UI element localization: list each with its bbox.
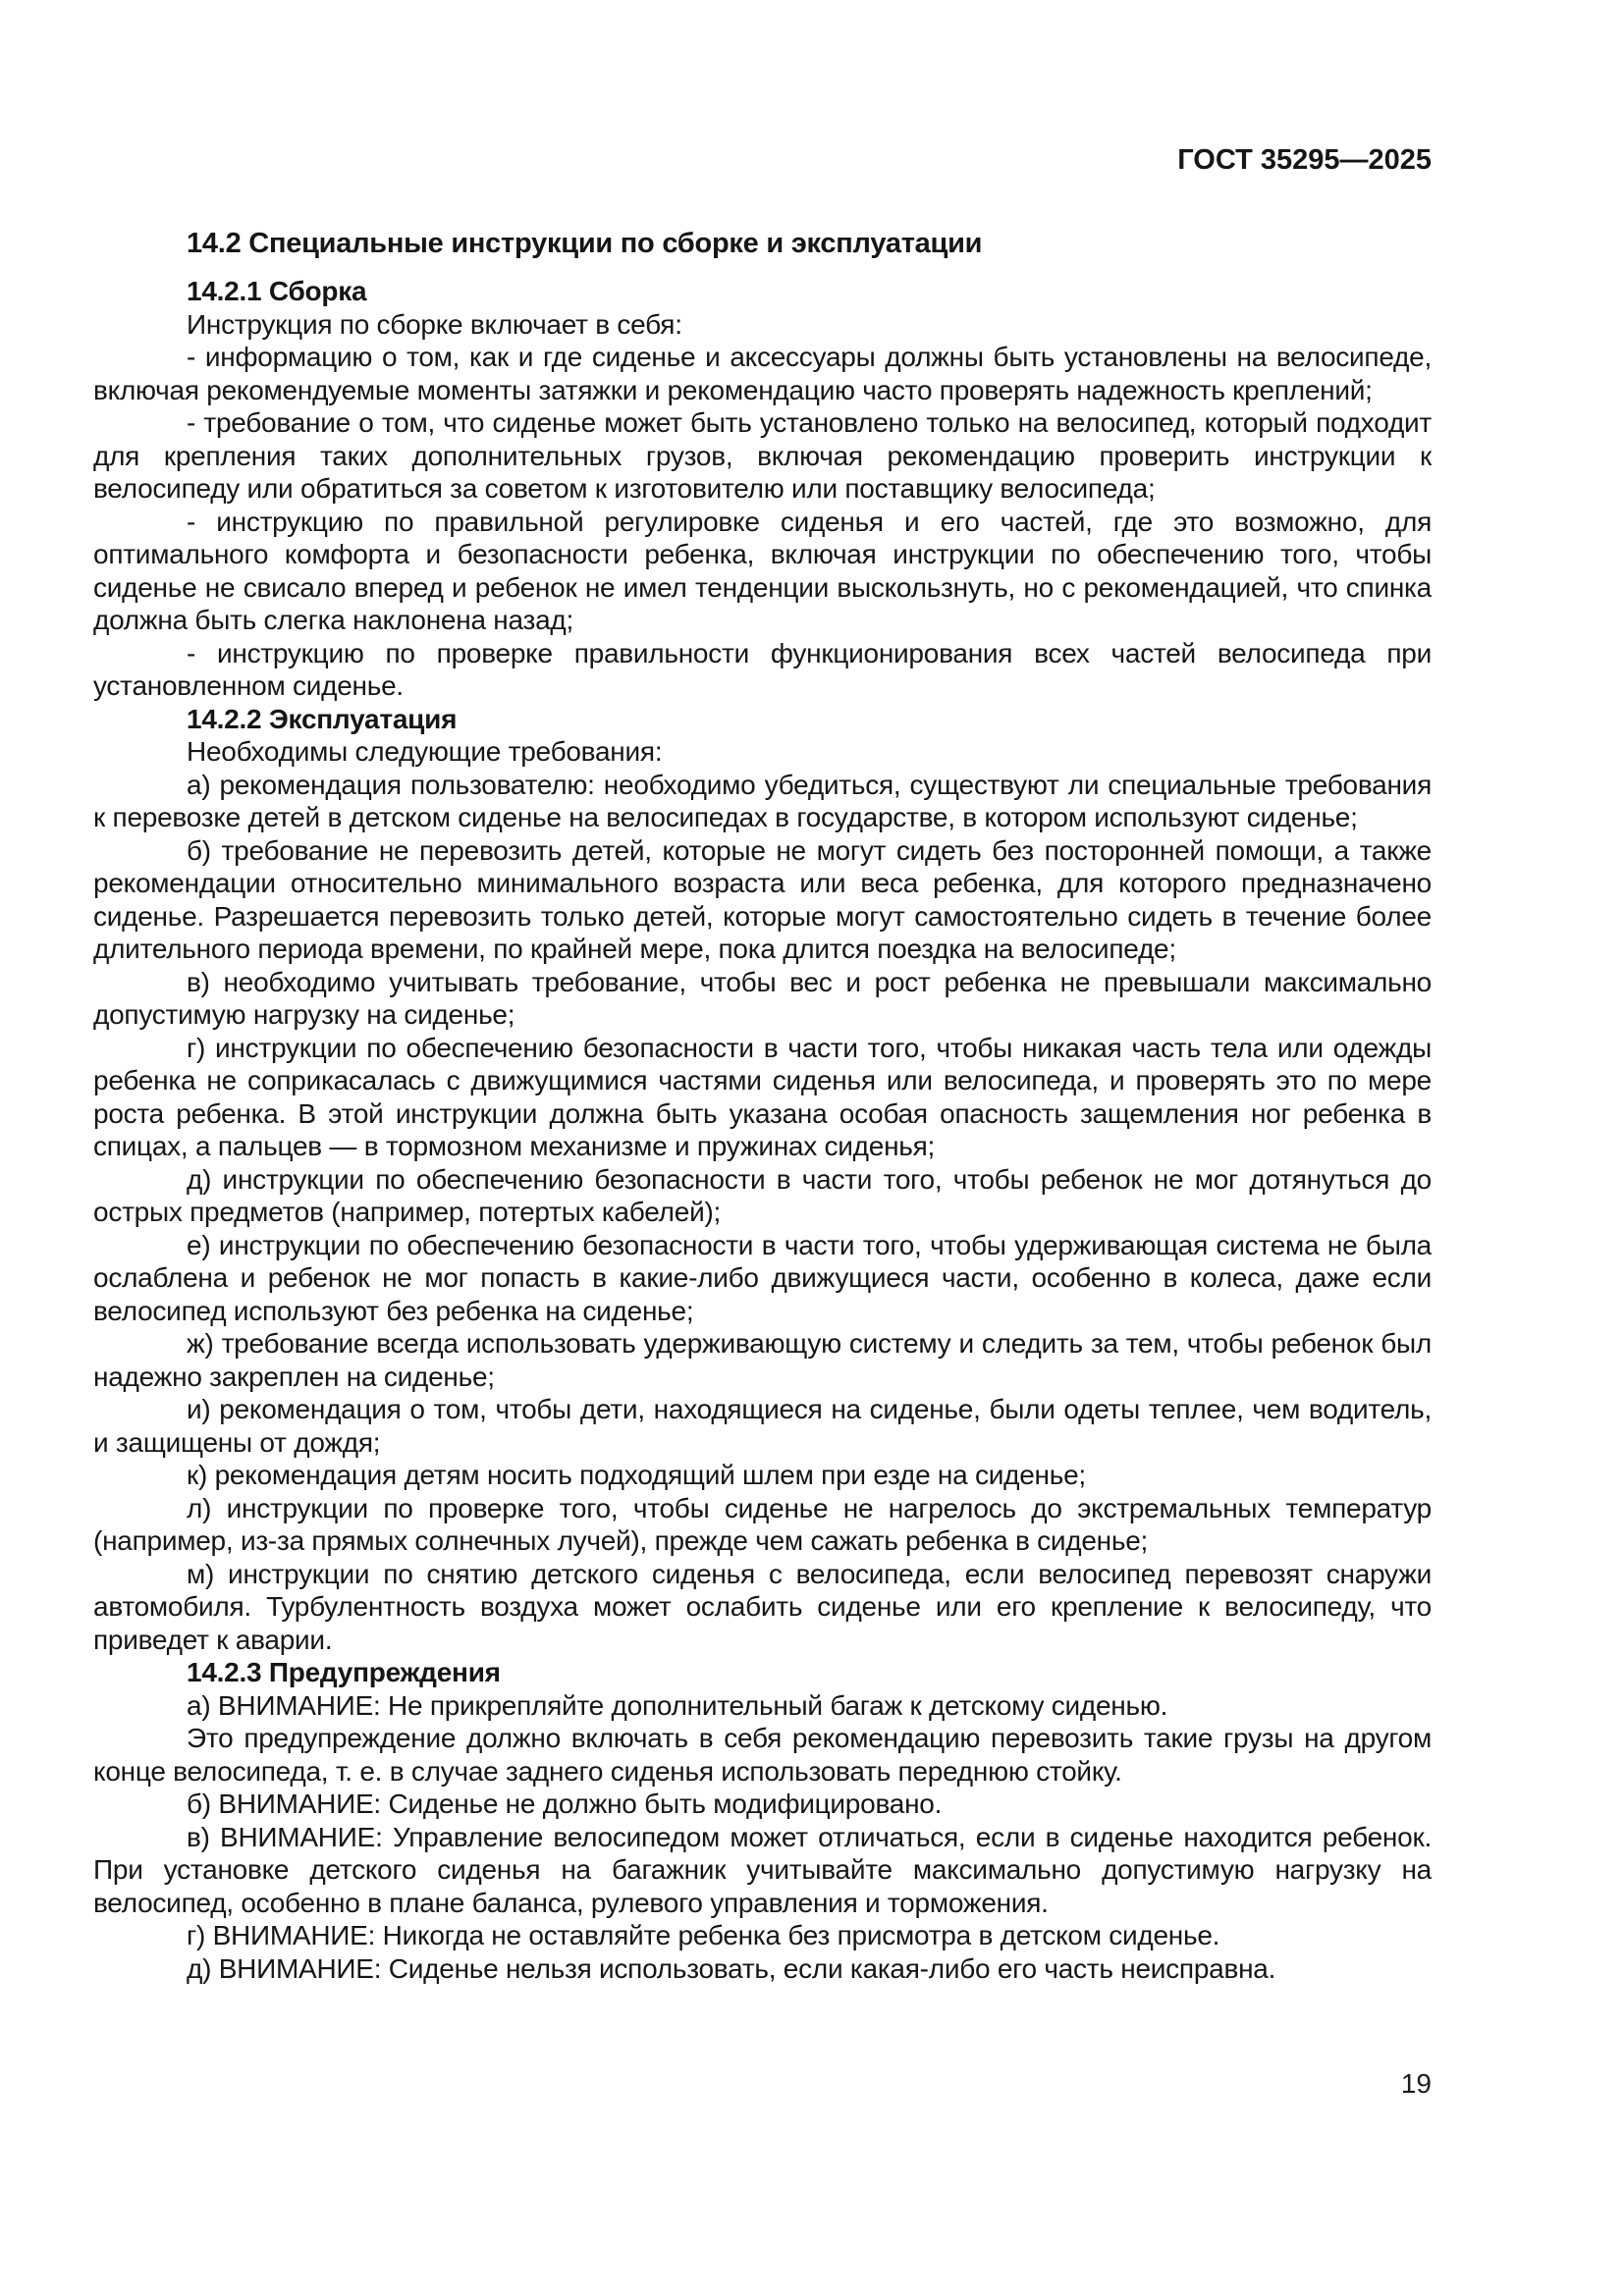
- paragraph: - требование о том, что сиденье может быть установлено только на велосипед, который подходит для крепления таких дополнительных грузов, включая рекомендацию проверить инструкции к велосипеду или обратиться за советом к изготовителю или поставщику велосипеда;: [93, 407, 1432, 504]
- paragraph: д) инструкции по обеспечению безопасности в части того, чтобы ребенок не мог дотянуться до острых предметов (например, потертых кабелей);: [93, 1163, 1432, 1227]
- paragraph: - инструкцию по проверке правильности функционирования всех частей велосипеда при установленном сиденье.: [93, 637, 1432, 701]
- page-content: [93, 227, 1432, 1985]
- paragraph: а) ВНИМАНИЕ: Не прикрепляйте дополнительный багаж к детскому сиденью.: [187, 1689, 1168, 1721]
- paragraph: в) ВНИМАНИЕ: Управление велосипедом может отличаться, если в сиденье находится ребенок. При установке детского сиденья на багажник учитывайте максимально допустимую нагрузку на велосипед, особенно в плане баланса, рулевого управления и торможения.: [93, 1821, 1432, 1918]
- subsection-title: 14.2.2 Эксплуатация: [187, 703, 458, 734]
- paragraph: Необходимы следующие требования:: [187, 736, 663, 767]
- paragraph: б) требование не перевозить детей, которые не могут сидеть без посторонней помощи, а также рекомендации относительно минимального возраста или веса ребенка, для которого предназначено сиденье. Разрешается перевозить только детей, которые могут самостоятельно сидеть в течение более длительного периода времени, по крайней мере, пока длится поездка на велосипеде;: [93, 834, 1432, 964]
- paragraph: б) ВНИМАНИЕ: Сиденье не должно быть модифицировано.: [187, 1789, 943, 1819]
- subsection-title: 14.2.1 Сборка: [187, 276, 367, 306]
- paragraph: Это предупреждение должно включать в себя рекомендацию перевозить такие грузы на другом конце велосипеда, т. е. в случае заднего сиденья использовать переднюю стойку.: [93, 1723, 1432, 1787]
- paragraph: д) ВНИМАНИЕ: Сиденье нельзя использовать, если какая-либо его часть неисправна.: [187, 1952, 1276, 1984]
- paragraph: - информацию о том, как и где сиденье и аксессуары должны быть установлены на велосипеде, включая рекомендуемые моменты затяжки и рекомендацию часто проверять надежность креплений;: [93, 342, 1432, 405]
- subsection-title: 14.2.3 Предупреждения: [187, 1657, 501, 1687]
- paragraph: л) инструкции по проверке того, чтобы сиденье не нагрелось до экстремальных температур (например, из-за прямых солнечных лучей), прежде чем сажать ребенка в сиденье;: [93, 1492, 1432, 1556]
- paragraph: в) необходимо учитывать требование, чтобы вес и рост ребенка не превышали максимально допустимую нагрузку на сиденье;: [93, 966, 1432, 1030]
- paragraph: Инструкция по сборке включает в себя:: [187, 308, 682, 340]
- paragraph: е) инструкции по обеспечению безопасности в части того, чтобы удерживающая система не была ослаблена и ребенок не мог попасть в какие-либо движущиеся части, особенно в колеса, даже если велосипед используют без ребенка на сиденье;: [93, 1229, 1432, 1326]
- page-number: 19: [1400, 2068, 1432, 2099]
- paragraph: и) рекомендация о том, чтобы дети, находящиеся на сиденье, были одеты теплее, чем водитель, и защищены от дождя;: [93, 1394, 1432, 1458]
- paragraph: а) рекомендация пользователю: необходимо убедиться, существуют ли специальные требования к перевозке детей в детском сиденье на велосипедах в государстве, в котором используют сиденье;: [93, 769, 1432, 832]
- subsection-assembly: [93, 275, 1432, 703]
- paragraph: - инструкцию по правильной регулировке сиденья и его частей, где это возможно, для оптимального комфорта и безопасности ребенка, включая инструкции по обеспечению того, чтобы сиденье не свисало вперед и ребенок не имел тенденции выскользнуть, но с рекомендацией, что спинка должна быть слегка наклонена назад;: [93, 506, 1432, 635]
- subsection-warnings: [93, 1656, 1432, 1985]
- subsection-operation: [93, 703, 1432, 1657]
- paragraph: г) ВНИМАНИЕ: Никогда не оставляйте ребенка без присмотра в детском сиденье.: [187, 1920, 1220, 1950]
- paragraph: ж) требование всегда использовать удерживающую систему и следить за тем, чтобы ребенок был надежно закреплен на сиденье;: [93, 1328, 1432, 1392]
- section-title: 14.2 Специальные инструкции по сборке и эксплуатации: [187, 228, 983, 259]
- paragraph: м) инструкции по снятию детского сиденья с велосипеда, если велосипед перевозят снаружи автомобиля. Турбулентность воздуха может ослабить сиденье или его крепление к велосипеду, что приведет к аварии.: [93, 1558, 1432, 1655]
- paragraph: к) рекомендация детям носить подходящий шлем при езде на сиденье;: [187, 1460, 1086, 1490]
- document-code: ГОСТ 35295—2025: [1177, 144, 1432, 176]
- paragraph: г) инструкции по обеспечению безопасности в части того, чтобы никакая часть тела или одежды ребенка не соприкасалась с движущимися частями сиденья или велосипеда, и проверять это по мере роста ребенка. В этой инструкции должна быть указана особая опасность защемления ног ребенка в спицах, а пальцев — в тормозном механизме и пружинах сиденья;: [93, 1032, 1432, 1161]
